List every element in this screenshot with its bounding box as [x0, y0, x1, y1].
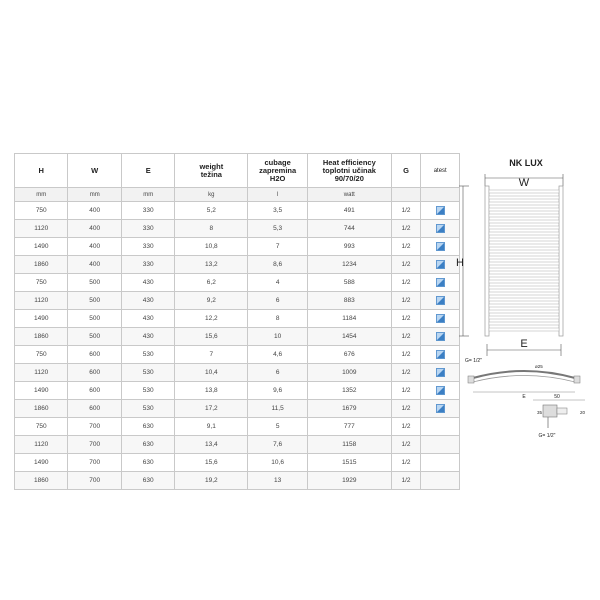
cell-h: 750	[15, 274, 68, 292]
radiator-rung	[489, 244, 559, 247]
cell-weight: 15,6	[175, 454, 248, 472]
col-header-volume: сubage zapremina H2O	[248, 154, 308, 188]
cell-h: 750	[15, 346, 68, 364]
table-row	[15, 220, 460, 238]
cell-volume: 5	[248, 418, 308, 436]
certificate-icon	[436, 206, 445, 215]
cell-e: 330	[121, 256, 174, 274]
cell-g: 1/2	[391, 472, 421, 490]
table-row	[15, 454, 460, 472]
table-row	[15, 472, 460, 490]
cell-heat: 1352	[308, 382, 391, 400]
cell-volume: 7	[248, 238, 308, 256]
cell-h: 1860	[15, 472, 68, 490]
certificate-icon	[436, 350, 445, 359]
cell-e: 430	[121, 274, 174, 292]
w-label: W	[518, 177, 530, 189]
cell-e: 630	[121, 472, 174, 490]
cell-weight: 10,4	[175, 364, 248, 382]
cell-weight: 5,2	[175, 202, 248, 220]
e-label: E	[520, 338, 528, 350]
cell-w: 600	[68, 346, 121, 364]
col-header-heat: Heat efficiency toplotni učinak 90/70/20	[308, 154, 391, 188]
cell-w: 500	[68, 292, 121, 310]
unit-volume: l	[248, 188, 308, 202]
cell-w: 400	[68, 238, 121, 256]
cell-h: 1490	[15, 238, 68, 256]
cell-atest	[421, 472, 460, 490]
cell-heat: 993	[308, 238, 391, 256]
radiator-rung	[489, 202, 559, 205]
cell-e: 330	[121, 202, 174, 220]
cell-w: 700	[68, 472, 121, 490]
table-row	[15, 436, 460, 454]
table-row	[15, 364, 460, 382]
radiator-rung	[489, 304, 559, 307]
cell-heat: 491	[308, 202, 391, 220]
radiator-rung	[489, 232, 559, 235]
table-row	[15, 202, 460, 220]
unit-g	[391, 188, 421, 202]
cell-g: 1/2	[391, 274, 421, 292]
cell-atest	[421, 364, 460, 382]
cell-volume: 4	[248, 274, 308, 292]
spec-table	[14, 153, 460, 490]
certificate-icon	[436, 332, 445, 341]
cell-w: 600	[68, 400, 121, 418]
cell-volume: 10,6	[248, 454, 308, 472]
radiator-rung	[489, 292, 559, 295]
cell-h: 1860	[15, 400, 68, 418]
cell-e: 430	[121, 310, 174, 328]
radiator-rung	[489, 268, 559, 271]
table-row	[15, 274, 460, 292]
cell-h: 750	[15, 202, 68, 220]
cell-heat: 1009	[308, 364, 391, 382]
cell-volume: 9,6	[248, 382, 308, 400]
cell-e: 630	[121, 454, 174, 472]
cell-atest	[421, 418, 460, 436]
side-25-label: ø25	[535, 364, 543, 369]
cell-weight: 7	[175, 346, 248, 364]
cell-weight: 9,1	[175, 418, 248, 436]
table-row	[15, 310, 460, 328]
cell-g: 1/2	[391, 400, 421, 418]
certificate-icon	[436, 242, 445, 251]
cell-w: 500	[68, 328, 121, 346]
cell-h: 1860	[15, 328, 68, 346]
col-header-h: H	[15, 154, 68, 188]
table-row	[15, 292, 460, 310]
unit-h: mm	[15, 188, 68, 202]
table-row	[15, 418, 460, 436]
conn-20-label: 20	[580, 410, 586, 415]
cell-volume: 7,6	[248, 436, 308, 454]
radiator-rung	[489, 208, 559, 211]
radiator-rung	[489, 214, 559, 217]
side-view-curve	[473, 371, 575, 378]
side-e-label: E	[522, 394, 526, 400]
cell-weight: 9,2	[175, 292, 248, 310]
cell-g: 1/2	[391, 202, 421, 220]
cell-heat: 676	[308, 346, 391, 364]
cell-w: 500	[68, 274, 121, 292]
conn-g-label: G= 1/2"	[538, 433, 556, 439]
cell-g: 1/2	[391, 220, 421, 238]
table-row	[15, 238, 460, 256]
cell-h: 1490	[15, 310, 68, 328]
cell-weight: 19,2	[175, 472, 248, 490]
cell-heat: 1234	[308, 256, 391, 274]
radiator-rung	[489, 220, 559, 223]
unit-e: mm	[121, 188, 174, 202]
radiator-right-rail	[559, 186, 563, 336]
cell-heat: 883	[308, 292, 391, 310]
certificate-icon	[436, 296, 445, 305]
cell-volume: 8,6	[248, 256, 308, 274]
cell-atest	[421, 202, 460, 220]
certificate-icon	[436, 404, 445, 413]
cell-atest	[421, 238, 460, 256]
cell-weight: 13,2	[175, 256, 248, 274]
cell-heat: 1679	[308, 400, 391, 418]
cell-heat: 744	[308, 220, 391, 238]
radiator-rung	[489, 274, 559, 277]
radiator-rung	[489, 226, 559, 229]
cell-g: 1/2	[391, 418, 421, 436]
cell-g: 1/2	[391, 382, 421, 400]
cell-h: 1120	[15, 292, 68, 310]
table-row	[15, 382, 460, 400]
radiator-rung	[489, 262, 559, 265]
certificate-icon	[436, 386, 445, 395]
radiator-rung	[489, 286, 559, 289]
cell-weight: 12,2	[175, 310, 248, 328]
radiator-rung	[489, 298, 559, 301]
certificate-icon	[436, 314, 445, 323]
cell-h: 1120	[15, 436, 68, 454]
cell-atest	[421, 400, 460, 418]
certificate-icon	[436, 368, 445, 377]
cell-e: 530	[121, 382, 174, 400]
radiator-rung	[489, 256, 559, 259]
h-label: H	[456, 257, 464, 269]
cell-volume: 8	[248, 310, 308, 328]
cell-weight: 6,2	[175, 274, 248, 292]
radiator-rung	[489, 238, 559, 241]
side-view-right-cap	[574, 376, 580, 383]
cell-w: 600	[68, 364, 121, 382]
spec-body	[15, 202, 460, 490]
unit-heat: watt	[308, 188, 391, 202]
cell-h: 750	[15, 418, 68, 436]
radiator-rung	[489, 250, 559, 253]
cell-volume: 3,5	[248, 202, 308, 220]
cell-w: 600	[68, 382, 121, 400]
cell-heat: 1158	[308, 436, 391, 454]
cell-weight: 15,6	[175, 328, 248, 346]
cell-e: 330	[121, 238, 174, 256]
header-row	[15, 154, 460, 188]
col-header-w: W	[68, 154, 121, 188]
cell-e: 330	[121, 220, 174, 238]
cell-w: 700	[68, 436, 121, 454]
unit-weight: kg	[175, 188, 248, 202]
cell-h: 1120	[15, 364, 68, 382]
unit-w: mm	[68, 188, 121, 202]
cell-w: 700	[68, 454, 121, 472]
radiator-rung	[489, 196, 559, 199]
cell-e: 430	[121, 328, 174, 346]
table-row	[15, 328, 460, 346]
cell-g: 1/2	[391, 346, 421, 364]
cell-g: 1/2	[391, 436, 421, 454]
cell-volume: 4,6	[248, 346, 308, 364]
conn-50-label: 50	[554, 394, 560, 400]
cell-w: 400	[68, 220, 121, 238]
cell-g: 1/2	[391, 328, 421, 346]
cell-atest	[421, 274, 460, 292]
cell-w: 400	[68, 202, 121, 220]
connector-pipe	[557, 408, 567, 414]
cell-volume: 11,5	[248, 400, 308, 418]
cell-e: 530	[121, 400, 174, 418]
cell-e: 630	[121, 436, 174, 454]
cell-atest	[421, 436, 460, 454]
cell-heat: 588	[308, 274, 391, 292]
cell-g: 1/2	[391, 310, 421, 328]
cell-e: 530	[121, 346, 174, 364]
cell-weight: 10,8	[175, 238, 248, 256]
radiator-left-rail	[485, 186, 489, 336]
radiator-rungs	[489, 190, 559, 331]
cell-e: 430	[121, 292, 174, 310]
cell-heat: 1454	[308, 328, 391, 346]
cell-volume: 6	[248, 292, 308, 310]
cell-heat: 1929	[308, 472, 391, 490]
cell-e: 530	[121, 364, 174, 382]
certificate-icon	[436, 224, 445, 233]
conn-35-label: 35	[537, 410, 543, 415]
cell-weight: 8	[175, 220, 248, 238]
cell-w: 400	[68, 256, 121, 274]
cell-g: 1/2	[391, 454, 421, 472]
cell-h: 1860	[15, 256, 68, 274]
cell-w: 700	[68, 418, 121, 436]
col-header-atest: atest	[421, 154, 460, 188]
cell-weight: 13,8	[175, 382, 248, 400]
cell-atest	[421, 346, 460, 364]
cell-heat: 777	[308, 418, 391, 436]
cell-h: 1120	[15, 220, 68, 238]
cell-atest	[421, 292, 460, 310]
radiator-rung	[489, 322, 559, 325]
side-view-curve-inner	[473, 376, 575, 383]
cell-weight: 17,2	[175, 400, 248, 418]
cell-atest	[421, 328, 460, 346]
side-g-label: G= 1/2"	[465, 358, 482, 364]
cell-volume: 10	[248, 328, 308, 346]
table-row	[15, 400, 460, 418]
certificate-icon	[436, 278, 445, 287]
radiator-rung	[489, 316, 559, 319]
cell-g: 1/2	[391, 256, 421, 274]
radiator-rung	[489, 190, 559, 193]
table-row	[15, 346, 460, 364]
connector-block	[543, 405, 557, 417]
cell-heat: 1184	[308, 310, 391, 328]
cell-w: 500	[68, 310, 121, 328]
unit-atest	[421, 188, 460, 202]
cell-weight: 13,4	[175, 436, 248, 454]
radiator-diagram	[455, 150, 595, 450]
cell-atest	[421, 382, 460, 400]
cell-atest	[421, 310, 460, 328]
radiator-rung	[489, 280, 559, 283]
cell-g: 1/2	[391, 364, 421, 382]
cell-e: 630	[121, 418, 174, 436]
cell-volume: 6	[248, 364, 308, 382]
col-header-e: E	[121, 154, 174, 188]
cell-h: 1490	[15, 382, 68, 400]
cell-volume: 13	[248, 472, 308, 490]
table-row	[15, 256, 460, 274]
cell-h: 1490	[15, 454, 68, 472]
cell-atest	[421, 454, 460, 472]
units-row	[15, 188, 460, 202]
cell-atest	[421, 256, 460, 274]
cell-heat: 1515	[308, 454, 391, 472]
cell-volume: 5,3	[248, 220, 308, 238]
cell-g: 1/2	[391, 238, 421, 256]
diagram-title: NK LUX	[509, 158, 543, 168]
radiator-rung	[489, 328, 559, 331]
cell-g: 1/2	[391, 292, 421, 310]
certificate-icon	[436, 260, 445, 269]
col-header-g: G	[391, 154, 421, 188]
cell-atest	[421, 220, 460, 238]
col-header-weight: weight težina	[175, 154, 248, 188]
radiator-rung	[489, 310, 559, 313]
side-view-left-cap	[468, 376, 474, 383]
